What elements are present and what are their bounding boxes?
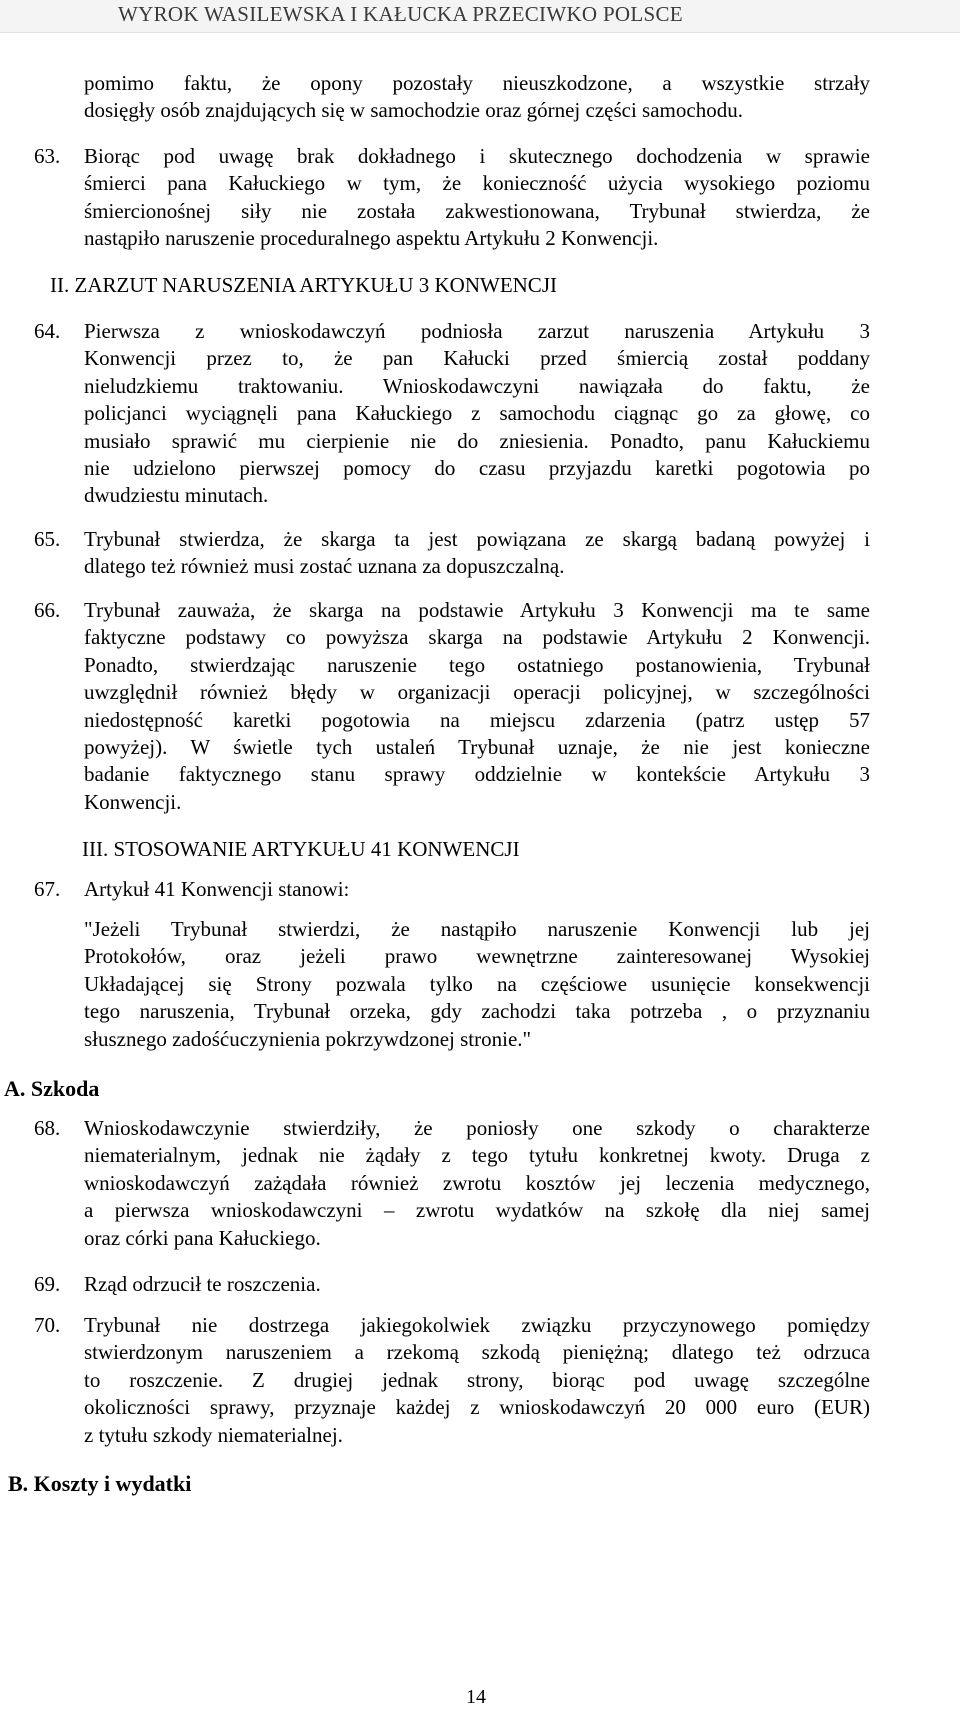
section-heading-iii: III. STOSOWANIE ARTYKUŁU 41 KONWENCJI xyxy=(82,837,520,861)
text-line: wnioskodawczyń zażądała również zwrotu kosztów jej leczenia medycznego, xyxy=(84,1170,870,1195)
text-line: faktyczne podstawy co powyższa skarga na podstawie Artykułu 2 Konwencji. xyxy=(84,625,870,650)
text-line: oraz córki pana Kałuckiego. xyxy=(84,1225,321,1250)
text-line: pomimo faktu, że opony pozostały nieuszkodzone, a wszystkie strzały xyxy=(84,71,870,95)
text-line: Pierwsza z wnioskodawczyń podniosła zarzut naruszenia Artykułu 3 xyxy=(84,319,870,343)
text-line: słusznego zadośćuczynienia pokrzywdzonej stronie." xyxy=(84,1026,532,1051)
section-heading-ii: II. ZARZUT NARUSZENIA ARTYKUŁU 3 KONWENCJI xyxy=(50,273,557,297)
paragraph-number: 67. xyxy=(34,877,61,901)
text-line: śmiercionośnej siły nie została zakwestionowana, Trybunał stwierdza, że xyxy=(84,198,870,223)
paragraph-64 xyxy=(84,318,870,510)
text-line: z tytułu szkody niematerialnej. xyxy=(84,1422,343,1447)
paragraph-number: 68. xyxy=(34,1116,61,1140)
text-line: tego naruszenia, Trybunał orzeka, gdy zachodzi taka potrzeba , o przyznaniu xyxy=(84,999,870,1024)
text-line: uwzględnił również błędy w organizacji operacji policyjnej, w szczególności xyxy=(84,680,870,705)
subsection-heading-b: B. Koszty i wydatki xyxy=(8,1471,192,1496)
paragraph-67 xyxy=(84,876,870,903)
paragraph-number: 66. xyxy=(34,598,61,622)
text-line: a pierwsza wnioskodawczyni – zwrotu wydatków na szkołę dla niej samej xyxy=(84,1198,870,1223)
text-line: Trybunał zauważa, że skarga na podstawie Artykułu 3 Konwencji ma te same xyxy=(84,598,870,622)
paragraph-number: 70. xyxy=(34,1313,61,1337)
paragraph-number: 63. xyxy=(34,144,61,168)
text-line: okoliczności sprawy, przyznaje każdej z wnioskodawczyń 20 000 euro (EUR) xyxy=(84,1395,870,1420)
text-line: Protokołów, oraz jeżeli prawo wewnętrzne zainteresowanej Wysokiej xyxy=(84,944,870,969)
text-line: niematerialnym, jednak nie żądały z tego tytułu konkretnej kwoty. Druga z xyxy=(84,1143,870,1168)
text-line: Wnioskodawczynie stwierdziły, że poniosły one szkody o charakterze xyxy=(84,1116,870,1140)
text-line: badanie faktycznego stanu sprawy oddzielnie w kontekście Artykułu 3 xyxy=(84,762,870,787)
text-line: Trybunał stwierdza, że skarga ta jest powiązana ze skargą badaną powyżej i xyxy=(84,527,870,551)
text-line: dwudziestu minutach. xyxy=(84,483,269,508)
text-line: Trybunał nie dostrzega jakiegokolwiek związku przyczynowego pomiędzy xyxy=(84,1313,870,1337)
text-line: musiało sprawić mu cierpienie nie do zniesienia. Ponadto, panu Kałuckiemu xyxy=(84,428,870,453)
paragraph-63 xyxy=(84,143,870,253)
text-line: policjanci wyciągnęli pana Kałuckiego z samochodu ciągnąc go za głowę, co xyxy=(84,401,870,426)
paragraph-number: 65. xyxy=(34,527,61,551)
text-line: niedostępność karetki pogotowia na miejscu zdarzenia (patrz ustęp 57 xyxy=(84,707,870,732)
running-header-title: WYROK WASILEWSKA I KAŁUCKA PRZECIWKO POLSCE xyxy=(118,2,683,26)
text-line: Konwencji. xyxy=(84,789,182,814)
text-line: nieludzkiemu traktowaniu. Wnioskodawczyni nawiązała do faktu, że xyxy=(84,373,870,398)
paragraph-65 xyxy=(84,526,870,581)
text-line: dosięgły osób znajdujących się w samochodzie oraz górnej części samochodu. xyxy=(84,98,743,123)
text-line: Konwencji przez to, że pan Kałucki przed śmiercią został poddany xyxy=(84,346,870,371)
text-line: to roszczenie. Z drugiej jednak strony, biorąc pod uwagę szczególne xyxy=(84,1367,870,1392)
text-line: powyżej). W świetle tych ustaleń Trybunał uznaje, że nie jest konieczne xyxy=(84,735,870,760)
paragraph-68 xyxy=(84,1115,870,1252)
running-header xyxy=(0,0,960,33)
paragraph-continuation xyxy=(84,70,870,125)
paragraph-66 xyxy=(84,597,870,816)
text-line: Układającej się Strony pozwala tylko na częściowe usunięcie konsekwencji xyxy=(84,971,870,996)
text-line: "Jeżeli Trybunał stwierdzi, że nastąpiło naruszenie Konwencji lub jej xyxy=(84,917,870,941)
text-line: śmierci pana Kałuckiego w tym, że konieczność użycia wysokiego poziomu xyxy=(84,171,870,196)
paragraph-number: 64. xyxy=(34,319,61,343)
text-line: Rząd odrzucił te roszczenia. xyxy=(84,1272,321,1296)
text-line: Artykuł 41 Konwencji stanowi: xyxy=(84,877,350,901)
subsection-heading-a: A. Szkoda xyxy=(4,1076,100,1101)
text-line: nie udzielono pierwszej pomocy do czasu przyjazdu karetki pogotowia po xyxy=(84,456,870,481)
paragraph-69 xyxy=(84,1271,870,1298)
text-line: dlatego też również musi zostać uznana za dopuszczalną. xyxy=(84,554,565,579)
paragraph-70 xyxy=(84,1312,870,1449)
paragraph-number: 69. xyxy=(34,1272,61,1296)
text-line: Ponadto, stwierdzając naruszenie tego ostatniego postanowienia, Trybunał xyxy=(84,652,870,677)
text-line: Biorąc pod uwagę brak dokładnego i skutecznego dochodzenia w sprawie xyxy=(84,144,870,168)
text-line: nastąpiło naruszenie proceduralnego aspektu Artykułu 2 Konwencji. xyxy=(84,226,659,251)
text-line: stwierdzonym naruszeniem a rzekomą szkodą pieniężną; dlatego też odrzuca xyxy=(84,1340,870,1365)
article-41-quote xyxy=(84,916,870,1053)
page-number: 14 xyxy=(466,1686,486,1708)
